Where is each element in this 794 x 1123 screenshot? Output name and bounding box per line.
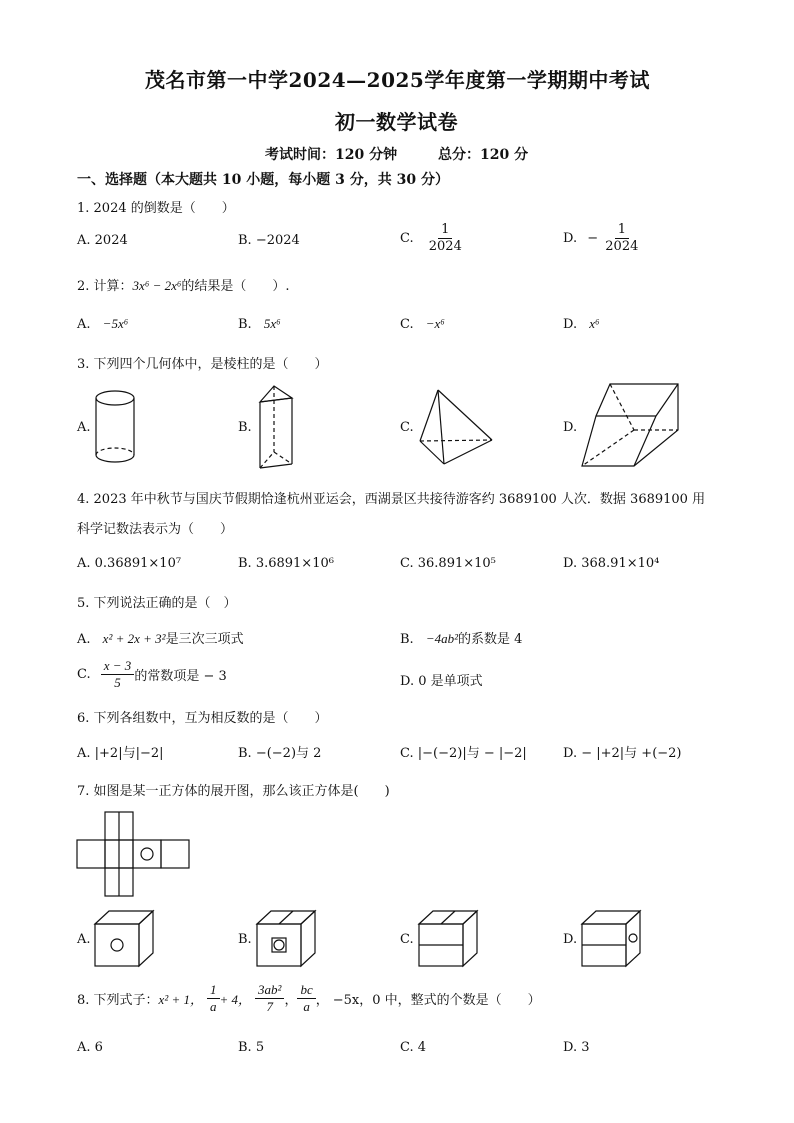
cube-net-figure [76,811,192,899]
q1-option-d-fraction [602,222,641,255]
q7-option-d-label: D. [563,932,578,947]
q1-option-c [400,222,465,255]
q8-fraction-2 [255,982,284,1015]
exam-time: 考试时间：120 分钟 [265,147,398,163]
q5-option-a [77,628,244,647]
question-5-stem: 5. 下列说法正确的是（ ） [77,596,237,611]
q2-option-d-label: D. [563,317,578,332]
q8-stem-suffix: −5x，0 中，整式的个数是（ ） [332,993,541,1008]
q5-option-c-fraction [101,658,135,691]
fraction-denominator: 2024 [428,239,462,254]
q5-option-d: D. 0 是单项式 [400,674,483,689]
q4-option-c: C. 36.891×10⁵ [400,556,496,571]
fraction-numerator: 1 [438,222,452,239]
q2-option-c-expr: −x⁶ [425,316,445,331]
fraction-numerator: bc [297,982,315,999]
triangular-prism-figure [256,384,296,470]
q8-expr-1: x² + 1， [158,992,203,1007]
q5-option-b-text: 的系数是 4 [458,632,523,647]
q2-option-a-expr: −5x⁶ [102,316,129,331]
q7-cube-d-figure [581,910,643,968]
q5-option-a-expr: x² + 2x + 3² [102,631,166,646]
q1-option-d-sign: − [587,231,599,246]
q2-option-d [563,316,600,332]
question-4-stem-line2: 科学记数法表示为（ ） [77,522,234,537]
q2-stem-suffix: 的结果是（ ）. [181,279,290,294]
q7-option-a-label: A. [77,932,91,947]
q3-option-c-label: C. [400,420,414,435]
q1-option-c-label: C. [400,231,414,246]
q2-option-a-label: A. [77,317,91,332]
question-8-stem [77,982,541,1015]
q3-option-d-label: D. [563,420,578,435]
exam-title: 茂名市第一中学2024—2025学年度第一学期期中考试 [145,68,650,92]
q2-option-c [400,316,445,332]
q1-option-c-fraction [426,222,465,255]
fraction-denominator: 5 [114,675,121,690]
q6-option-d: D. − |+2|与 +(−2) [563,746,682,761]
total-score: 总分：120 分 [438,147,529,163]
q1-option-d-label: D. [563,231,578,246]
q3-option-b-label: B. [238,420,252,435]
q5-option-b-label: B. [400,632,414,647]
q2-option-a [77,316,128,332]
q2-option-d-expr: x⁶ [589,316,600,331]
q2-option-b [238,316,281,332]
question-1-stem: 1. 2024 的倒数是（ ） [77,201,235,216]
q5-option-a-label: A. [77,632,91,647]
question-6-stem: 6. 下列各组数中，互为相反数的是（ ） [77,711,328,726]
q2-option-b-expr: 5x⁶ [263,316,281,331]
q7-cube-a-figure [94,910,156,968]
q7-option-b-label: B. [238,932,252,947]
q5-option-c-label: C. [77,667,91,682]
q2-stem-prefix: 2. 计算： [77,279,133,294]
q4-option-a: A. 0.36891×10⁷ [77,556,182,571]
q8-fraction-1 [207,982,220,1015]
q1-option-d [563,222,641,255]
q5-option-a-text: 是三次三项式 [165,632,244,647]
q8-option-b: B. 5 [238,1040,265,1055]
fraction-numerator: 3ab² [255,982,284,999]
q8-option-c: C. 4 [400,1040,427,1055]
fraction-numerator: x − 3 [101,658,135,675]
q7-cube-c-figure [418,910,480,968]
fraction-denominator: 7 [266,999,273,1014]
q5-option-b-expr: −4ab² [425,631,458,646]
fraction-numerator: 1 [615,222,629,239]
q8-fraction-3-tail: ， [315,993,329,1008]
fraction-numerator: 1 [207,982,220,999]
q8-fraction-2-tail: ， [284,993,298,1008]
frustum-figure [580,382,686,470]
q1-option-a: A. 2024 [77,233,128,248]
q8-fraction-3 [297,982,315,1015]
fraction-denominator: 2024 [605,239,639,254]
fraction-denominator: a [303,999,310,1014]
q1-option-b: B. −2024 [238,233,300,248]
question-7-stem: 7. 如图是某一正方体的展开图，那么该正方体是( ) [77,784,390,799]
q7-option-c-label: C. [400,932,414,947]
q6-option-b: B. −(−2)与 2 [238,746,322,761]
q8-fraction-1-tail: + 4， [219,992,252,1007]
question-3-stem: 3. 下列四个几何体中，是棱柱的是（ ） [77,357,328,372]
q2-stem-expression: 3x⁶ − 2x⁶ [132,278,182,293]
q2-option-b-label: B. [238,317,252,332]
fraction-denominator: a [210,999,217,1014]
q6-option-a: A. |+2|与|−2| [77,746,164,761]
exam-subtitle: 初一数学试卷 [335,110,458,134]
q5-option-c [77,658,227,691]
q8-stem-prefix: 8. 下列式子： [77,993,159,1008]
q4-option-b: B. 3.6891×10⁶ [238,556,334,571]
q5-option-b [400,628,522,647]
q7-cube-b-figure [256,910,318,968]
question-2-stem [77,275,290,294]
q5-option-c-text: 的常数项是 − 3 [134,669,227,684]
q3-option-a-label: A. [77,420,91,435]
pyramid-figure [418,388,498,466]
question-4-stem-line1: 4. 2023 年中秋节与国庆节假期恰逢杭州亚运会，西湖景区共接待游客约 3689100 人次．数据 3689100 用 [77,492,706,507]
cylinder-figure [95,388,135,468]
q8-option-a: A. 6 [77,1040,103,1055]
section-heading: 一、选择题（本大题共 10 小题，每小题 3 分，共 30 分） [77,172,449,188]
q4-option-d: D. 368.91×10⁴ [563,556,660,571]
q8-option-d: D. 3 [563,1040,590,1055]
q2-option-c-label: C. [400,317,414,332]
q6-option-c: C. |−(−2)|与 − |−2| [400,746,527,761]
